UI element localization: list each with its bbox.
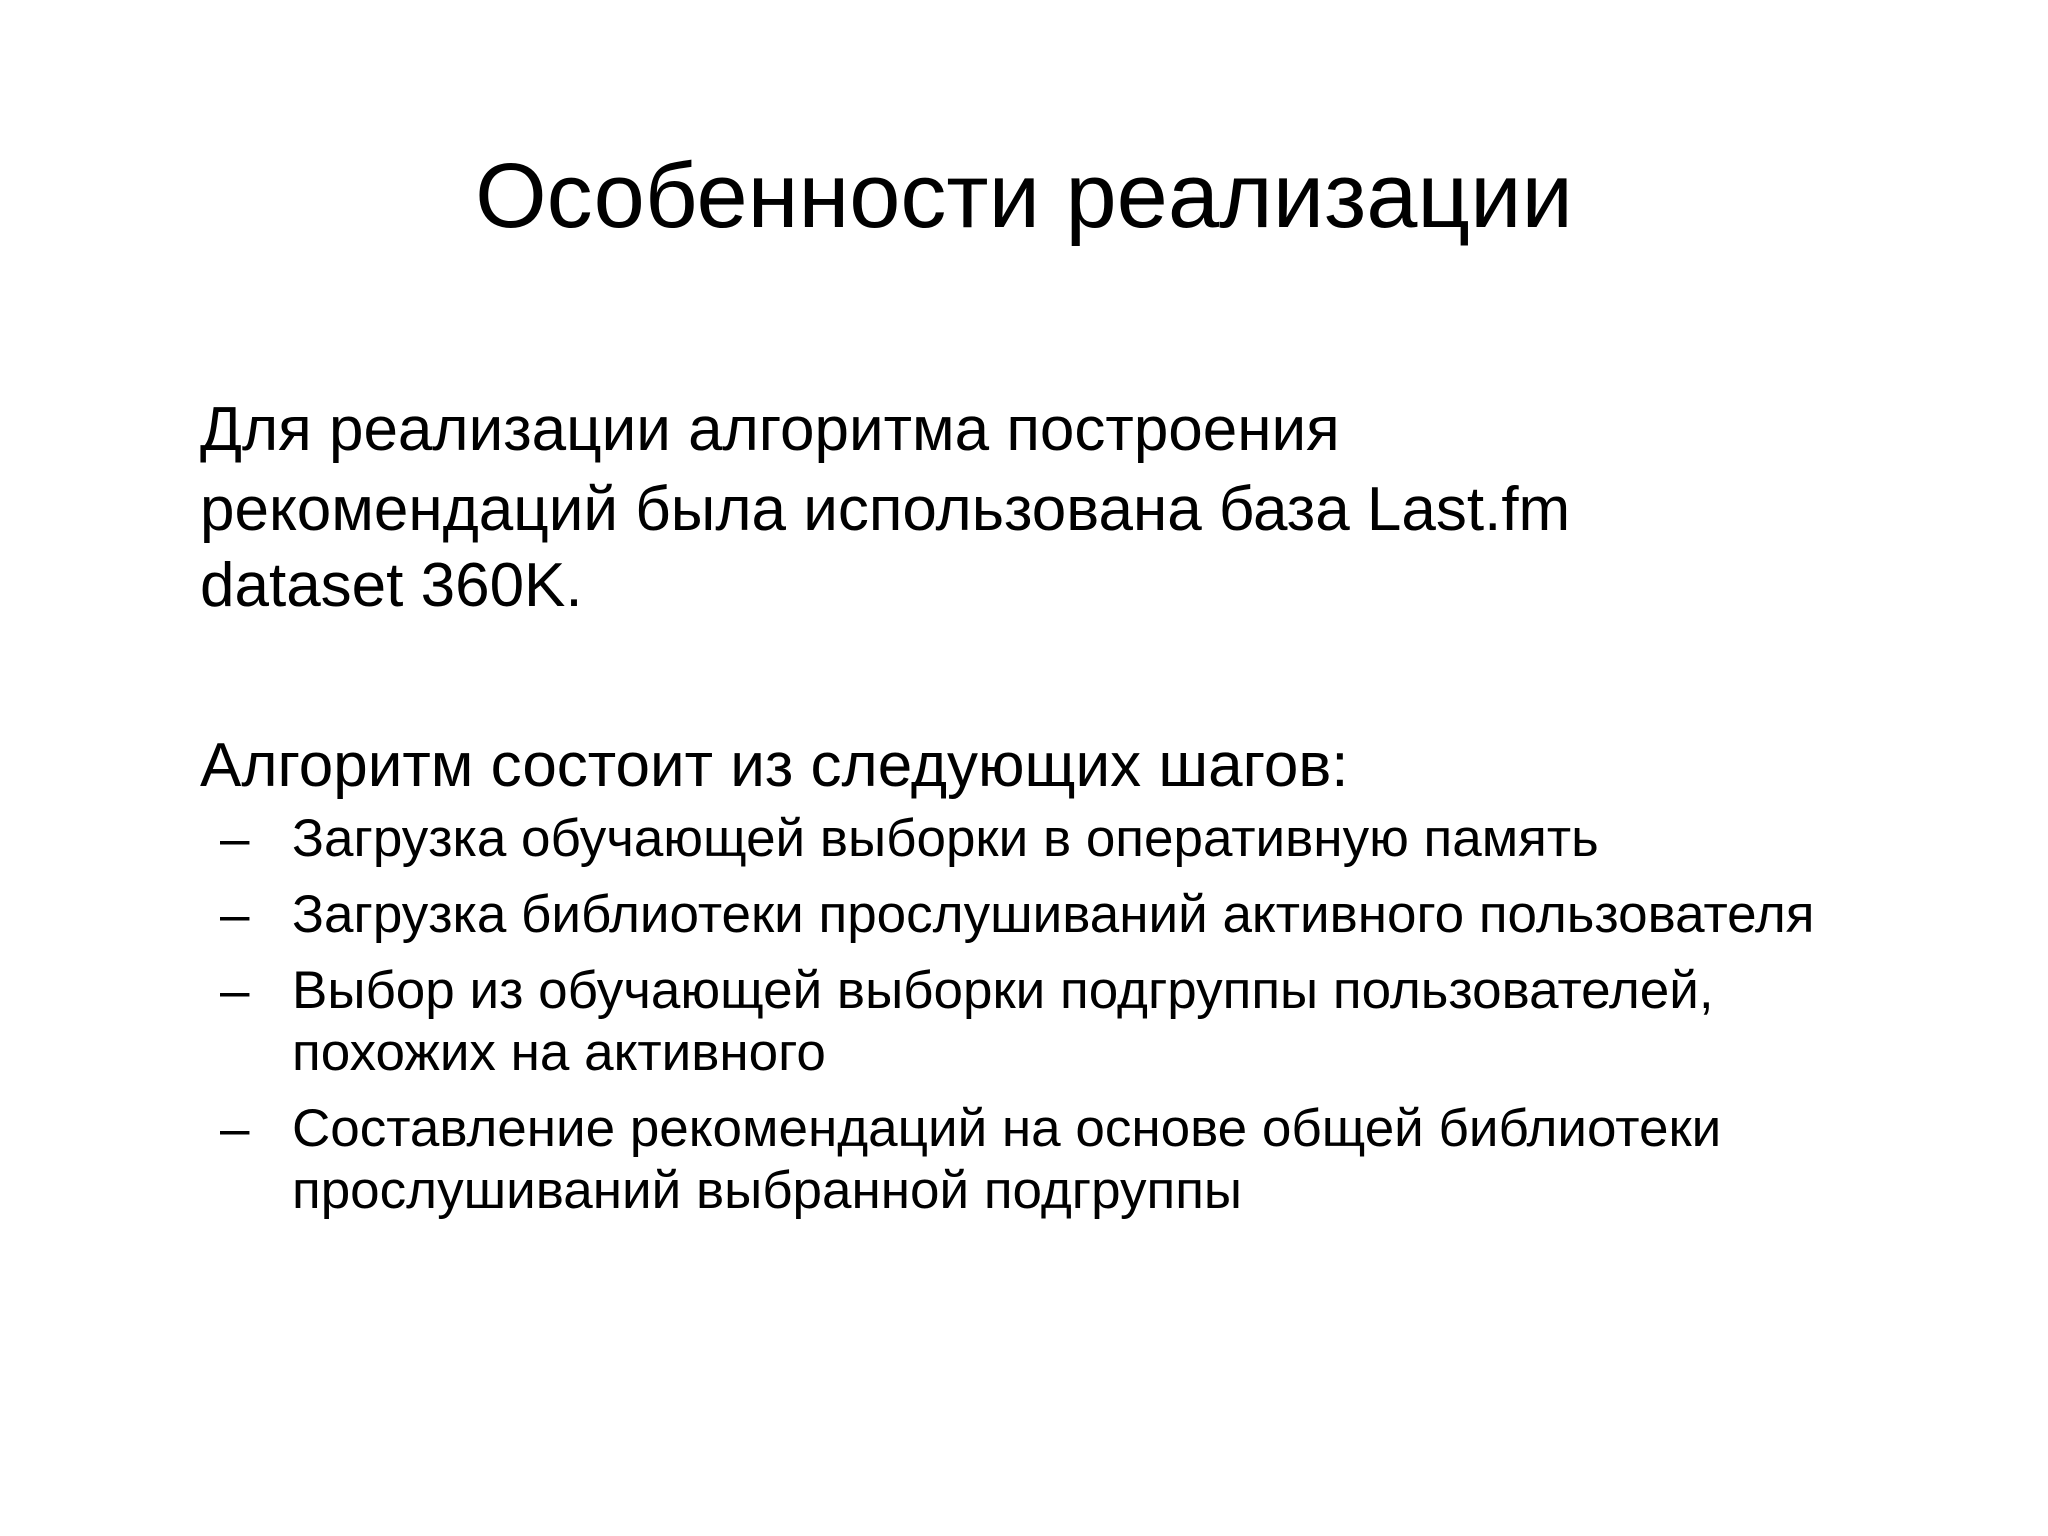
steps-list: [200, 808, 1880, 1236]
description-line: Для реализации алгоритма построения: [200, 395, 1340, 464]
steps-intro: Алгоритм состоит из следующих шагов:: [200, 731, 1349, 800]
step-text: Загрузка обучающей выборки в оперативную память: [292, 809, 1599, 868]
dash-bullet: –: [220, 809, 250, 868]
dash-bullet: –: [220, 885, 250, 944]
list-item: [200, 808, 1880, 870]
description-paragraph: [200, 392, 1880, 624]
step-text: Загрузка библиотеки прослушиваний активного пользователя: [292, 885, 1815, 944]
dash-bullet: –: [220, 961, 250, 1020]
list-item: [200, 1098, 1880, 1222]
description-line: рекомендаций была использована база Last.fm: [200, 475, 1571, 544]
slide-title: Особенности реализации: [475, 145, 1573, 247]
dash-bullet: –: [220, 1099, 250, 1158]
step-text: Выбор из обучающей выборки подгруппы пользователей, похожих на активного: [292, 961, 1714, 1082]
description-line: dataset 360K.: [200, 551, 583, 620]
list-item: [200, 884, 1880, 946]
list-item: [200, 960, 1880, 1084]
step-text: Составление рекомендаций на основе общей библиотеки прослушиваний выбранной подгруппы: [292, 1099, 1722, 1220]
